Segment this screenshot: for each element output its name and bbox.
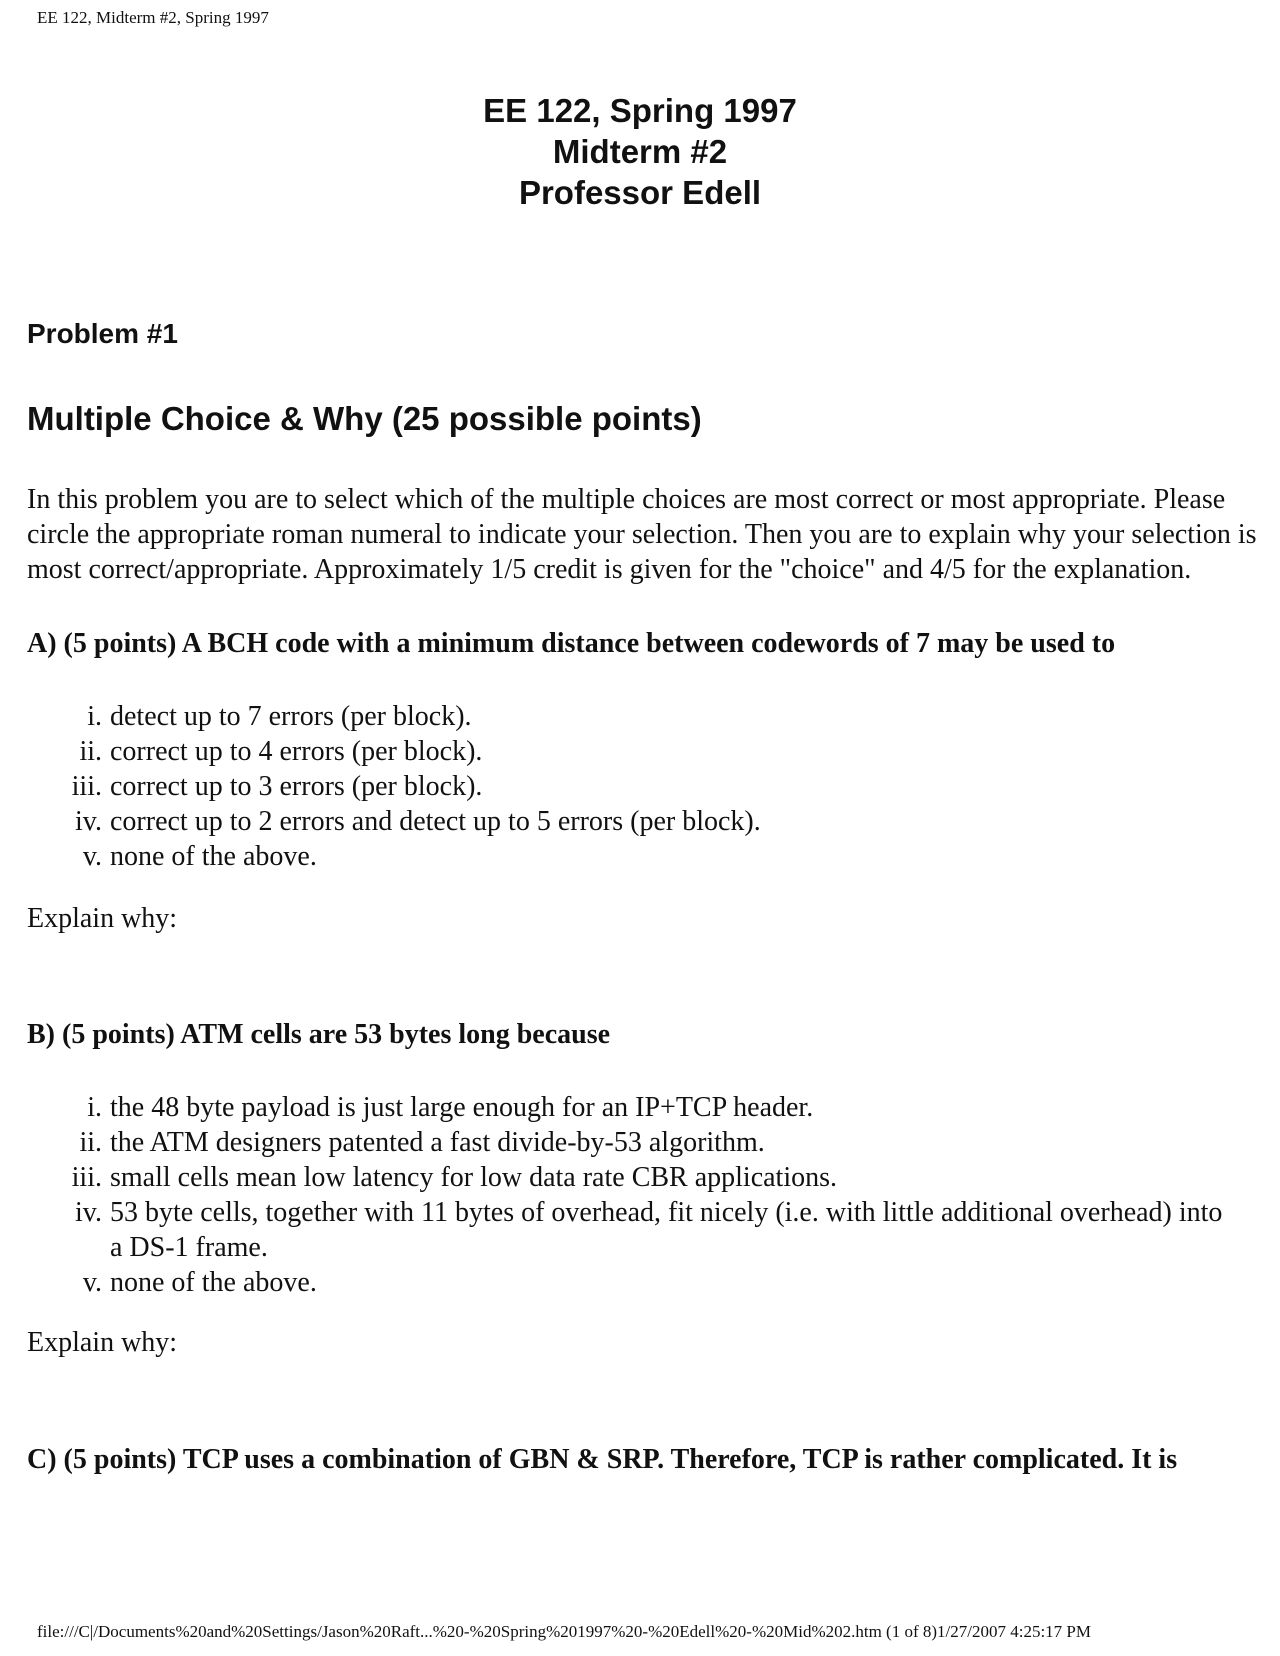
question-a-prompt: A) (5 points) A BCH code with a minimum distance between codewords of 7 may be used to [27,628,1116,659]
choice-numeral: iii. [71,771,102,802]
choice-text: detect up to 7 errors (per block). [110,701,472,732]
choice-item[interactable] [0,699,1240,734]
question-b-prompt: B) (5 points) ATM cells are 53 bytes long because [27,1019,611,1050]
choice-numeral: v. [82,841,102,872]
choice-text: small cells mean low latency for low data rate CBR applications. [110,1162,838,1193]
choice-text: none of the above. [110,841,317,872]
choice-numeral: ii. [79,1127,102,1158]
choice-item[interactable] [0,1125,1240,1160]
title-line-course: EE 122, Spring 1997 [483,92,797,129]
choice-numeral: v. [82,1267,102,1298]
question-b-explain-label: Explain why: [27,1327,178,1358]
intro-paragraph: In this problem you are to select which of the multiple choices are most correct or most appropriate. Please circle the appropriate roman numeral to indicate your selection. Then you are to explain why your selection is most correct/appropriate. Approximately 1/5 credit is given for the "choice" and 4/5 for the explanation. [27,484,1257,585]
print-header: EE 122, Midterm #2, Spring 1997 [37,8,269,27]
choice-numeral: iv. [75,1197,102,1228]
choice-text: correct up to 3 errors (per block). [110,771,483,802]
choice-text: correct up to 2 errors and detect up to 5 errors (per block). [110,806,761,837]
choice-numeral: ii. [79,736,102,767]
choice-text: 53 byte cells, together with 11 bytes of overhead, fit nicely (i.e. with little additional overhead) into a DS-1 frame. [110,1197,1223,1263]
choice-numeral: i. [87,1092,102,1123]
choice-numeral: iv. [75,806,102,837]
choice-item[interactable] [0,769,1240,804]
choice-item[interactable] [0,1090,1240,1125]
section-heading: Multiple Choice & Why (25 possible points) [27,400,702,437]
problem-label: Problem #1 [27,318,178,349]
choice-numeral: i. [87,701,102,732]
choice-text: correct up to 4 errors (per block). [110,736,483,767]
choice-text: the ATM designers patented a fast divide-by-53 algorithm. [110,1127,765,1158]
choice-item[interactable] [0,1265,1240,1300]
question-c-prompt: C) (5 points) TCP uses a combination of GBN & SRP. Therefore, TCP is rather complicated. It is [27,1444,1178,1475]
question-b-choices [0,1090,1240,1300]
choice-text: none of the above. [110,1267,317,1298]
choice-item[interactable] [0,804,1240,839]
title-line-exam: Midterm #2 [552,133,728,170]
choice-item[interactable] [0,839,1240,874]
choice-item[interactable] [0,734,1240,769]
question-a-explain-label: Explain why: [27,903,178,934]
question-a-choices [0,699,1240,874]
choice-item[interactable] [0,1160,1240,1195]
choice-text: the 48 byte payload is just large enough for an IP+TCP header. [110,1092,814,1123]
choice-item[interactable] [0,1195,1240,1265]
choice-numeral: iii. [71,1162,102,1193]
print-footer: file:///C|/Documents%20and%20Settings/Jason%20Raft...%20-%20Spring%201997%20-%20Edell%20-%20Mid%202.htm (1 of 8)1/27/2007 4:25:17 PM [37,1622,1091,1641]
title-line-professor: Professor Edell [518,174,762,211]
